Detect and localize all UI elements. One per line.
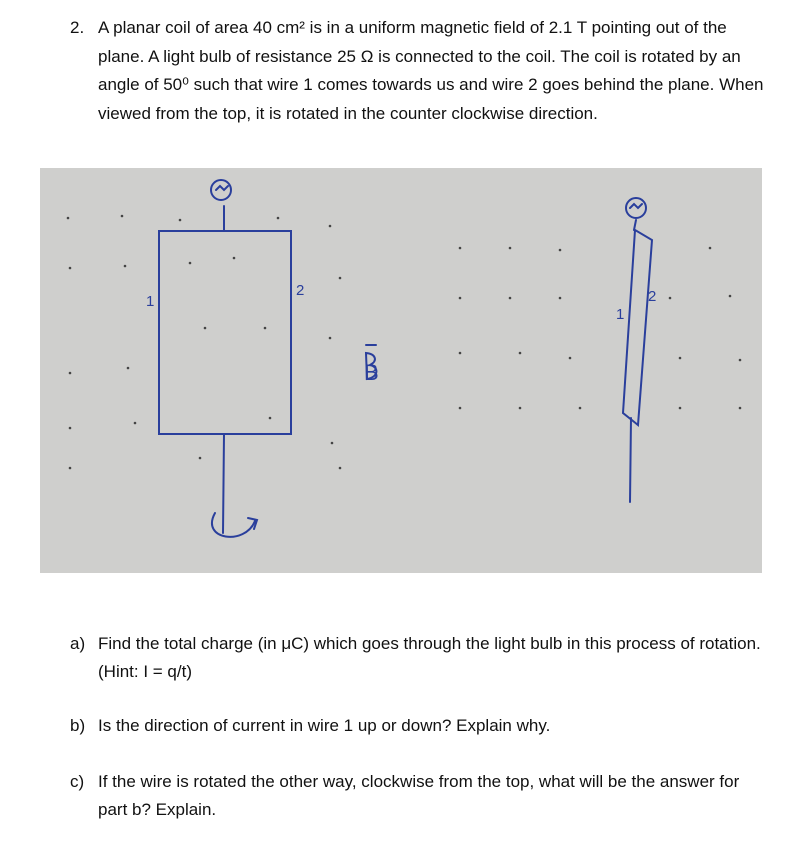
problem-statement	[70, 14, 770, 128]
problem-number: 2.	[70, 18, 85, 37]
label-wire-1-side: 1	[616, 306, 625, 323]
label-magnetic-field: B	[364, 360, 379, 385]
label-wire-2-front: 2	[296, 282, 305, 299]
question-c-label: c)	[70, 772, 85, 791]
question-b-text: Is the direction of current in wire 1 up or down? Explain why.	[98, 716, 551, 735]
question-b	[70, 712, 770, 740]
question-c	[70, 768, 770, 824]
axis-shaft	[223, 434, 224, 533]
sketch-drawing	[40, 168, 762, 573]
question-b-label: b)	[70, 716, 86, 735]
label-wire-2-side: 2	[648, 288, 657, 305]
question-a-label: a)	[70, 634, 86, 653]
field-dots	[67, 215, 742, 470]
question-a-text: Find the total charge (in μC) which goes through the light bulb in this process of rotation. (Hint: I = q/t)	[98, 634, 761, 681]
coil-rotated-side-view	[623, 230, 652, 425]
rotation-arrow-icon	[212, 513, 255, 537]
question-a	[70, 630, 770, 686]
question-c-text: If the wire is rotated the other way, clockwise from the top, what will be the answer for part b? Explain.	[98, 772, 740, 819]
label-wire-1-front: 1	[146, 293, 155, 310]
coil-front-view	[159, 231, 291, 434]
axis-shaft-side	[630, 418, 631, 502]
hand-drawn-sketch	[40, 168, 762, 573]
light-bulb-icon	[211, 180, 231, 200]
problem-text: A planar coil of area 40 cm² is in a uniform magnetic field of 2.1 T pointing out of the plane. A light bulb of resistance 25 Ω is connected to the coil. The coil is rotated by an angle of 50⁰ such that wire 1 comes towards us and wire 2 goes behind the plane. When viewed from the top, it is rotated in the counter clockwise direction.	[98, 18, 764, 123]
